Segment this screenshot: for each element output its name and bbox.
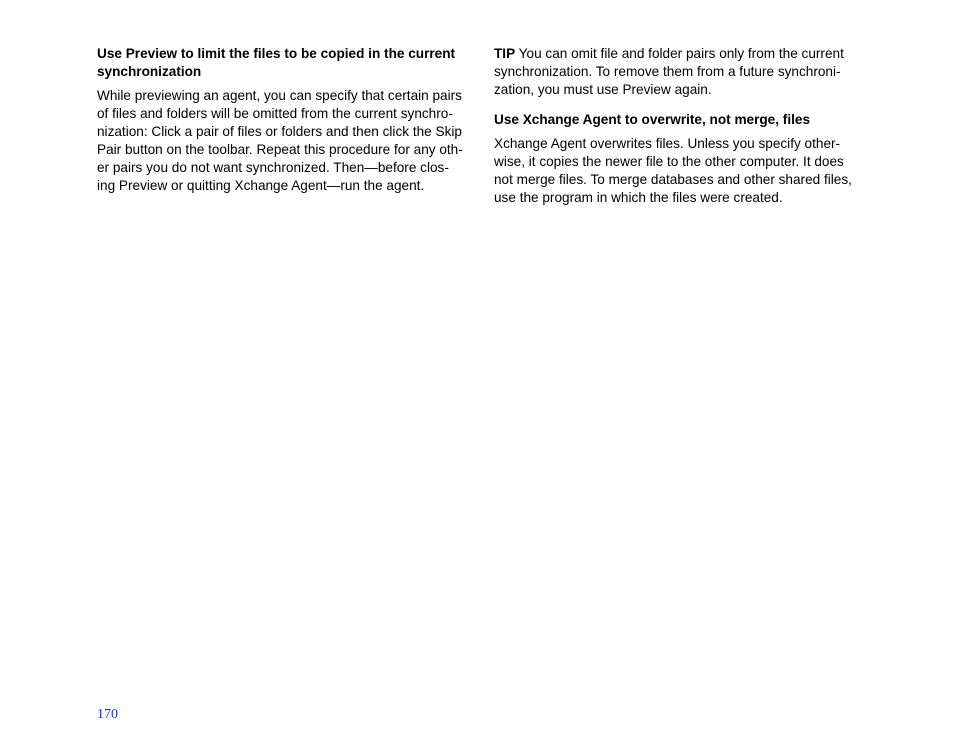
section-heading-preview-limit xyxy=(97,45,465,81)
paragraph-line: Xchange Agent overwrites files. Unless you specify other- xyxy=(494,136,841,151)
tip-line: zation, you must use Preview again. xyxy=(494,82,712,97)
right-column xyxy=(494,45,862,207)
paragraph-line: While previewing an agent, you can specify that certain pairs xyxy=(97,88,462,103)
page-number: 170 xyxy=(97,707,118,722)
paragraph-line: wise, it copies the newer file to the other computer. It does xyxy=(494,154,844,169)
section-heading-overwrite xyxy=(494,111,862,129)
tip-line xyxy=(494,45,862,63)
paragraph-line: not merge files. To merge databases and other shared files, xyxy=(494,172,852,187)
paragraph-overwrite xyxy=(494,135,862,207)
paragraph-line: use the program in which the files were created. xyxy=(494,190,783,205)
paragraph-line: Pair button on the toolbar. Repeat this procedure for any oth- xyxy=(97,142,463,157)
paragraph-line: of files and folders will be omitted from the current synchro- xyxy=(97,106,453,121)
paragraph-line: nization: Click a pair of files or folders and then click the Skip xyxy=(97,124,462,139)
paragraph-line: ing Preview or quitting Xchange Agent—run the agent. xyxy=(97,178,425,193)
tip-text: You can omit file and folder pairs only from the current xyxy=(515,46,844,61)
heading-line: Use Xchange Agent to overwrite, not merge, files xyxy=(494,112,811,127)
tip-label: TIP xyxy=(494,46,516,61)
heading-line: Use Preview to limit the files to be copied in the current xyxy=(97,46,456,61)
tip-paragraph xyxy=(494,45,862,99)
paragraph-line: er pairs you do not want synchronized. Then—before clos- xyxy=(97,160,449,175)
tip-line: synchronization. To remove them from a future synchroni- xyxy=(494,64,841,79)
paragraph-preview-limit xyxy=(97,87,465,195)
left-column xyxy=(97,45,465,195)
heading-line: synchronization xyxy=(97,64,202,79)
